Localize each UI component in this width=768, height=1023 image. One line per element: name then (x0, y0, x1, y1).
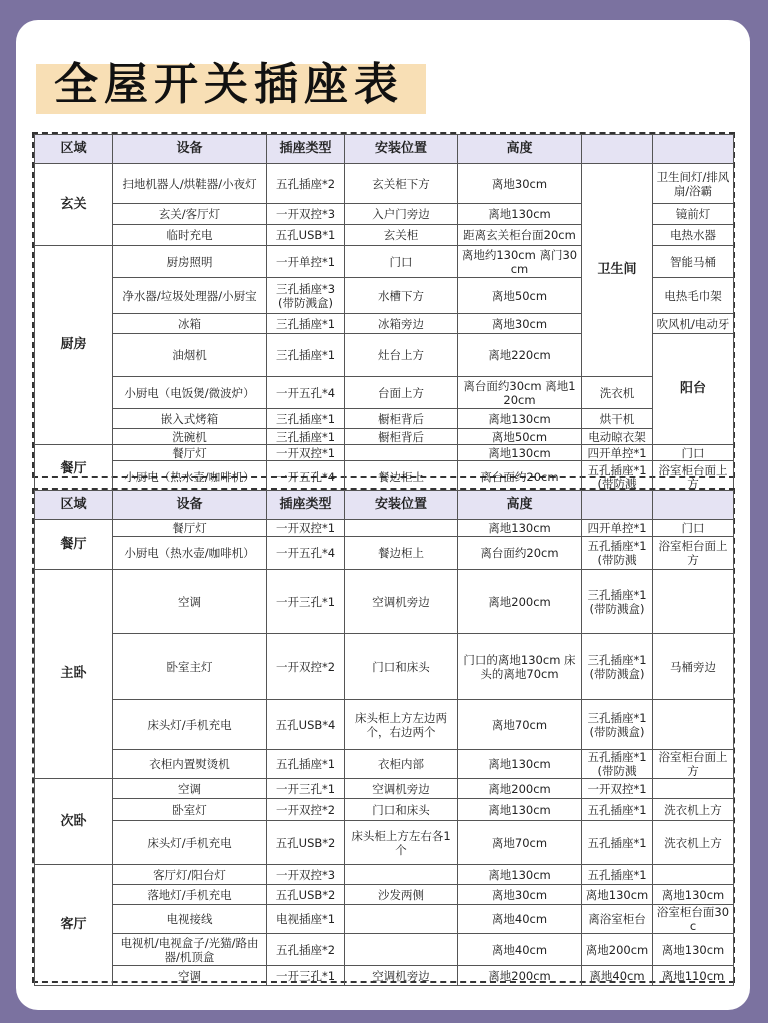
right-cell: 电热毛巾架 (653, 278, 734, 314)
device-cell: 卧室主灯 (113, 634, 267, 700)
height-cell: 离地50cm (458, 429, 582, 445)
height-cell: 离地40cm (458, 934, 582, 966)
location-cell: 沙发两侧 (345, 885, 458, 905)
type-cell: 一开五孔*4 (267, 377, 345, 409)
extra-cell: 五孔插座*1 (带防溅 (582, 537, 653, 570)
extra-cell: 五孔插座*1 (582, 799, 653, 821)
table-row (35, 520, 734, 537)
location-cell: 橱柜背后 (345, 429, 458, 445)
type-cell: 一开三孔*1 (267, 779, 345, 799)
region-cell: 厨房 (35, 246, 113, 445)
height-cell: 离地220cm (458, 334, 582, 377)
height-cell: 门口的离地130cm 床头的离地70cm (458, 634, 582, 700)
header-cell (653, 491, 734, 520)
type-cell: 五孔插座*2 (267, 164, 345, 204)
type-cell: 三孔插座*1 (267, 409, 345, 429)
extra-cell: 五孔插座*1 (带防溅 (582, 750, 653, 779)
table-row (35, 445, 734, 461)
right-cell: 离地130cm (653, 885, 734, 905)
right-cell (653, 779, 734, 799)
device-cell: 净水器/垃圾处理器/小厨宝 (113, 278, 267, 314)
type-cell: 一开五孔*4 (267, 537, 345, 570)
location-cell (345, 520, 458, 537)
right-cell: 电动晾衣架 (582, 429, 653, 445)
height-cell: 离台面约20cm (458, 461, 582, 493)
side-label-balcony: 阳台 (653, 334, 734, 445)
extra-cell: 离浴室柜台 (582, 905, 653, 934)
side-label-bathroom: 卫生间 (582, 164, 653, 377)
device-cell: 客厅灯/阳台灯 (113, 865, 267, 885)
type-cell: 三孔插座*3 (带防溅盒) (267, 278, 345, 314)
table-row (35, 934, 734, 966)
page-title: 全屋开关插座表 (54, 59, 404, 110)
right-cell: 智能马桶 (653, 246, 734, 278)
table-1 (32, 132, 735, 491)
table-2 (32, 488, 735, 983)
type-cell: 一开双控*3 (267, 204, 345, 225)
type-cell: 五孔插座*1 (267, 750, 345, 779)
extra-cell: 三孔插座*1 (带防溅盒) (582, 700, 653, 750)
table-header (35, 135, 734, 164)
right-cell (653, 570, 734, 634)
height-cell: 离地40cm (458, 905, 582, 934)
height-cell: 离地130cm (458, 409, 582, 429)
location-cell: 空调机旁边 (345, 570, 458, 634)
device-cell: 空调 (113, 966, 267, 986)
table-row (35, 700, 734, 750)
right-cell (653, 865, 734, 885)
type-cell: 一开双控*3 (267, 865, 345, 885)
location-cell (345, 865, 458, 885)
type-cell: 五孔USB*2 (267, 821, 345, 865)
device-cell: 衣柜内置熨烫机 (113, 750, 267, 779)
device-cell: 洗碗机 (113, 429, 267, 445)
header-cell: 高度 (458, 135, 582, 164)
location-cell: 玄关柜 (345, 225, 458, 246)
header-cell: 插座类型 (267, 135, 345, 164)
height-cell: 离地50cm (458, 278, 582, 314)
table-row (35, 537, 734, 570)
location-cell (345, 445, 458, 461)
header-cell: 插座类型 (267, 491, 345, 520)
device-cell: 餐厅灯 (113, 520, 267, 537)
right-cell: 烘干机 (582, 409, 653, 429)
type-cell: 一开双控*1 (267, 445, 345, 461)
right-cell: 离地110cm (653, 966, 734, 986)
device-cell: 落地灯/手机充电 (113, 885, 267, 905)
location-cell: 玄关柜下方 (345, 164, 458, 204)
type-cell: 一开单控*1 (267, 246, 345, 278)
right-cell: 门口 (653, 445, 734, 461)
location-cell (345, 905, 458, 934)
region-cell: 餐厅 (35, 445, 113, 493)
device-cell: 嵌入式烤箱 (113, 409, 267, 429)
extra-cell: 离地200cm (582, 934, 653, 966)
location-cell: 台面上方 (345, 377, 458, 409)
table-row (35, 570, 734, 634)
extra-cell: 三孔插座*1 (带防溅盒) (582, 634, 653, 700)
location-cell: 入户门旁边 (345, 204, 458, 225)
region-cell: 客厅 (35, 865, 113, 986)
type-cell: 一开三孔*1 (267, 966, 345, 986)
location-cell: 水槽下方 (345, 278, 458, 314)
header-cell: 高度 (458, 491, 582, 520)
location-cell (345, 934, 458, 966)
right-cell: 镜前灯 (653, 204, 734, 225)
table-row (35, 779, 734, 799)
region-cell: 餐厅 (35, 520, 113, 570)
table-row (35, 799, 734, 821)
right-cell: 离地130cm (653, 934, 734, 966)
type-cell: 一开双控*1 (267, 520, 345, 537)
extra-cell: 四开单控*1 (582, 520, 653, 537)
type-cell: 一开双控*2 (267, 634, 345, 700)
location-cell: 衣柜内部 (345, 750, 458, 779)
header-cell: 区域 (35, 135, 113, 164)
location-cell: 门口和床头 (345, 634, 458, 700)
device-cell: 床头灯/手机充电 (113, 821, 267, 865)
type-cell: 一开双控*2 (267, 799, 345, 821)
extra-cell: 四开单控*1 (582, 445, 653, 461)
device-cell: 电视接线 (113, 905, 267, 934)
right-cell: 电热水器 (653, 225, 734, 246)
type-cell: 三孔插座*1 (267, 314, 345, 334)
header-cell: 安装位置 (345, 491, 458, 520)
type-cell: 三孔插座*1 (267, 429, 345, 445)
device-cell: 小厨电（热水壶/咖啡机） (113, 537, 267, 570)
location-cell: 床头柜上方左右各1个 (345, 821, 458, 865)
device-cell: 油烟机 (113, 334, 267, 377)
extra-cell: 五孔插座*1 (582, 821, 653, 865)
extra-cell: 离地130cm (582, 885, 653, 905)
location-cell: 餐边柜上 (345, 537, 458, 570)
height-cell: 离地130cm (458, 520, 582, 537)
table-row (35, 377, 734, 409)
table-row (35, 409, 734, 429)
type-cell: 五孔USB*2 (267, 885, 345, 905)
device-cell: 卧室灯 (113, 799, 267, 821)
height-cell: 离地130cm (458, 750, 582, 779)
location-cell: 门口和床头 (345, 799, 458, 821)
extra-cell: 五孔插座*1 (带防溅 (582, 461, 653, 493)
type-cell: 五孔插座*2 (267, 934, 345, 966)
region-cell: 主卧 (35, 570, 113, 779)
right-cell: 洗衣机上方 (653, 821, 734, 865)
right-cell: 洗衣机上方 (653, 799, 734, 821)
location-cell: 灶台上方 (345, 334, 458, 377)
device-cell: 小厨电（热水壶/咖啡机） (113, 461, 267, 493)
device-cell: 小厨电（电饭煲/微波炉） (113, 377, 267, 409)
device-cell: 临时充电 (113, 225, 267, 246)
header-cell (653, 135, 734, 164)
device-cell: 玄关/客厅灯 (113, 204, 267, 225)
height-cell: 离地约130cm 离门30cm (458, 246, 582, 278)
right-cell: 浴室柜台面上方 (653, 537, 734, 570)
device-cell: 电视机/电视盒子/光猫/路由器/机顶盒 (113, 934, 267, 966)
device-cell: 厨房照明 (113, 246, 267, 278)
extra-cell: 三孔插座*1 (带防溅盒) (582, 570, 653, 634)
height-cell: 离地30cm (458, 164, 582, 204)
extra-cell: 离地40cm (582, 966, 653, 986)
extra-cell: 一开双控*1 (582, 779, 653, 799)
location-cell: 空调机旁边 (345, 966, 458, 986)
region-cell: 次卧 (35, 779, 113, 865)
table-row (35, 966, 734, 986)
right-cell: 洗衣机 (582, 377, 653, 409)
table-row (35, 634, 734, 700)
height-cell: 距离玄关柜台面20cm (458, 225, 582, 246)
table-header (35, 491, 734, 520)
right-cell: 吹风机/电动牙 (653, 314, 734, 334)
device-cell: 床头灯/手机充电 (113, 700, 267, 750)
right-cell: 浴室柜台面上方 (653, 461, 734, 493)
height-cell: 离地200cm (458, 966, 582, 986)
height-cell: 离台面约20cm (458, 537, 582, 570)
height-cell: 离地30cm (458, 314, 582, 334)
location-cell: 餐边柜上 (345, 461, 458, 493)
right-cell: 卫生间灯/排风扇/浴霸 (653, 164, 734, 204)
type-cell: 三孔插座*1 (267, 334, 345, 377)
location-cell: 橱柜背后 (345, 409, 458, 429)
region-cell: 玄关 (35, 164, 113, 246)
header-cell (582, 491, 653, 520)
right-cell: 浴室柜台面上方 (653, 750, 734, 779)
right-cell: 门口 (653, 520, 734, 537)
table-row (35, 750, 734, 779)
location-cell: 床头柜上方左边两个，右边两个 (345, 700, 458, 750)
table-row (35, 885, 734, 905)
table-row (35, 164, 734, 204)
height-cell: 离地200cm (458, 570, 582, 634)
height-cell: 离地200cm (458, 779, 582, 799)
table-row (35, 905, 734, 934)
header-cell: 区域 (35, 491, 113, 520)
table-row (35, 429, 734, 445)
header-cell (582, 135, 653, 164)
table-row (35, 821, 734, 865)
height-cell: 离台面约30cm 离地120cm (458, 377, 582, 409)
height-cell: 离地30cm (458, 885, 582, 905)
location-cell: 冰箱旁边 (345, 314, 458, 334)
type-cell: 电视插座*1 (267, 905, 345, 934)
device-cell: 空调 (113, 570, 267, 634)
height-cell: 离地130cm (458, 865, 582, 885)
height-cell: 离地70cm (458, 821, 582, 865)
header-cell: 安装位置 (345, 135, 458, 164)
height-cell: 离地130cm (458, 445, 582, 461)
type-cell: 一开三孔*1 (267, 570, 345, 634)
right-cell: 马桶旁边 (653, 634, 734, 700)
table-row (35, 865, 734, 885)
type-cell: 五孔USB*1 (267, 225, 345, 246)
device-cell: 餐厅灯 (113, 445, 267, 461)
extra-cell: 五孔插座*1 (582, 865, 653, 885)
height-cell: 离地70cm (458, 700, 582, 750)
location-cell: 空调机旁边 (345, 779, 458, 799)
type-cell: 一开五孔*4 (267, 461, 345, 493)
device-cell: 空调 (113, 779, 267, 799)
location-cell: 门口 (345, 246, 458, 278)
header-cell: 设备 (113, 491, 267, 520)
header-cell: 设备 (113, 135, 267, 164)
height-cell: 离地130cm (458, 799, 582, 821)
device-cell: 扫地机器人/烘鞋器/小夜灯 (113, 164, 267, 204)
right-cell: 浴室柜台面30c (653, 905, 734, 934)
height-cell: 离地130cm (458, 204, 582, 225)
device-cell: 冰箱 (113, 314, 267, 334)
right-cell (653, 700, 734, 750)
type-cell: 五孔USB*4 (267, 700, 345, 750)
